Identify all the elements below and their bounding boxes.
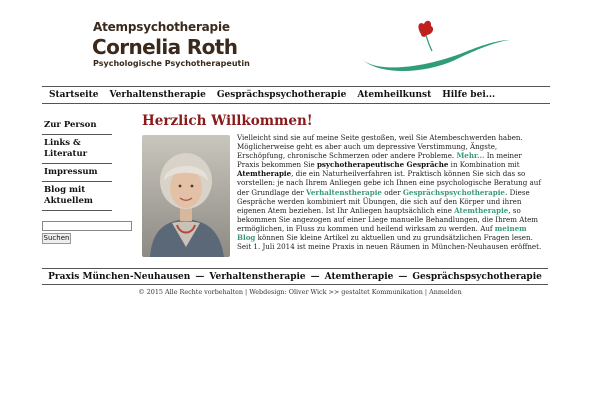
main-navigation bbox=[42, 86, 550, 104]
gespraechspsychotherapie-link[interactable]: Gesprächspsychotherapie. bbox=[402, 187, 508, 197]
green-swoosh-red-flower-logo-icon bbox=[355, 16, 515, 76]
brand-subtitle: Psychologische Psychotherapeutin bbox=[93, 59, 250, 68]
sidebar bbox=[42, 117, 112, 211]
nav-startseite[interactable]: Startseite bbox=[49, 90, 99, 100]
intro-bold: psychotherapeutische Gespräche bbox=[316, 160, 449, 170]
footer-link-verhaltenstherapie[interactable]: Verhaltenstherapie bbox=[209, 271, 306, 282]
search-button[interactable]: Suchen bbox=[43, 234, 70, 242]
intro-bold: Atemtherapie bbox=[237, 169, 292, 179]
nav-verhaltenstherapie[interactable]: Verhaltenstherapie bbox=[109, 90, 206, 100]
intro-text-part: , so bekommen Sie angezogen auf einer Liege manuelle Behandlungen, die Ihrem Atem ermöglichen, in Fluss zu kommen und heilend wirksam zu werden. Auf bbox=[237, 205, 539, 233]
blog-link[interactable]: meinem Blog bbox=[237, 223, 527, 243]
copyright-line: © 2015 Alle Rechte vorbehalten | Webdesign: Oliver Wick >> gestaltet Kommunikation | Anmelden bbox=[138, 288, 462, 296]
page-title: Herzlich Willkommen! bbox=[142, 113, 313, 129]
footer-link-gespraechspsychotherapie[interactable]: Gesprächspsychotherapie bbox=[412, 271, 542, 282]
verhaltenstherapie-link[interactable]: Verhaltenstherapie bbox=[306, 187, 382, 197]
sidebar-item-impressum[interactable]: Impressum bbox=[42, 164, 112, 182]
intro-text-part: oder bbox=[381, 187, 403, 197]
intro-text-part: Diese Gespräche werden kombiniert mit Übungen, die sich auf den Körper und ihren eigenen Atem beziehen. Ist Ihr Anliegen hauptsächlich eine bbox=[237, 187, 530, 215]
site-header bbox=[0, 0, 600, 84]
intro-text-part: Vielleicht sind sie auf meine Seite gestoßen, weil Sie Atembeschwerden haben. Möglicherweise geht es aber auch um depressive Verstimmung, Ängste, Erschöpfung, chronische Schmerzen oder andere Probleme. bbox=[237, 133, 523, 161]
footer-separator: — bbox=[195, 271, 205, 282]
intro-text-part: , die ein Naturheilverfahren ist. Praktisch können Sie sich das so vorstellen: je nach Ihrem Anliegen gebe ich Ihnen eine psychologische Beratung auf der Grundlage der bbox=[237, 169, 541, 197]
intro-text bbox=[237, 133, 542, 251]
main-content bbox=[142, 113, 542, 252]
footer-link-atemtherapie[interactable]: Atemtherapie bbox=[324, 271, 394, 282]
footer-link-praxis[interactable]: Praxis München-Neuhausen bbox=[48, 271, 191, 282]
search-input[interactable] bbox=[42, 221, 132, 231]
portrait-photo bbox=[142, 135, 230, 257]
brand-kicker: Atempsychotherapie bbox=[93, 20, 230, 34]
brand-name[interactable]: Cornelia Roth bbox=[92, 35, 238, 59]
footer-separator: — bbox=[310, 271, 320, 282]
intro-text-part: können Sie kleine Artikel zu aktuellen und zu grundsätzlichen Fragen lesen. Seit 1. Juli 2014 ist meine Praxis in neuen Räumen in München-Neuhausen eröffnet. bbox=[237, 233, 542, 252]
sidebar-item-blog[interactable]: Blog mit Aktuellem bbox=[42, 182, 112, 211]
intro-text-part: In meiner Praxis bekommen Sie bbox=[237, 151, 522, 170]
footer-separator: — bbox=[398, 271, 408, 282]
atemtherapie-link[interactable]: Atemtherapie bbox=[454, 205, 509, 215]
nav-atemheilkunst[interactable]: Atemheilkunst bbox=[357, 90, 432, 100]
nav-hilfe-bei[interactable]: Hilfe bei... bbox=[442, 90, 496, 100]
intro-text-part: in Kombination mit bbox=[448, 160, 520, 170]
sidebar-item-zur-person[interactable]: Zur Person bbox=[42, 117, 112, 135]
sidebar-item-links-literatur[interactable]: Links & Literatur bbox=[42, 135, 112, 164]
more-link[interactable]: Mehr... bbox=[456, 151, 485, 161]
nav-gespraechspsychotherapie[interactable]: Gesprächspsychotherapie bbox=[216, 90, 347, 100]
footer-navigation bbox=[42, 268, 548, 285]
